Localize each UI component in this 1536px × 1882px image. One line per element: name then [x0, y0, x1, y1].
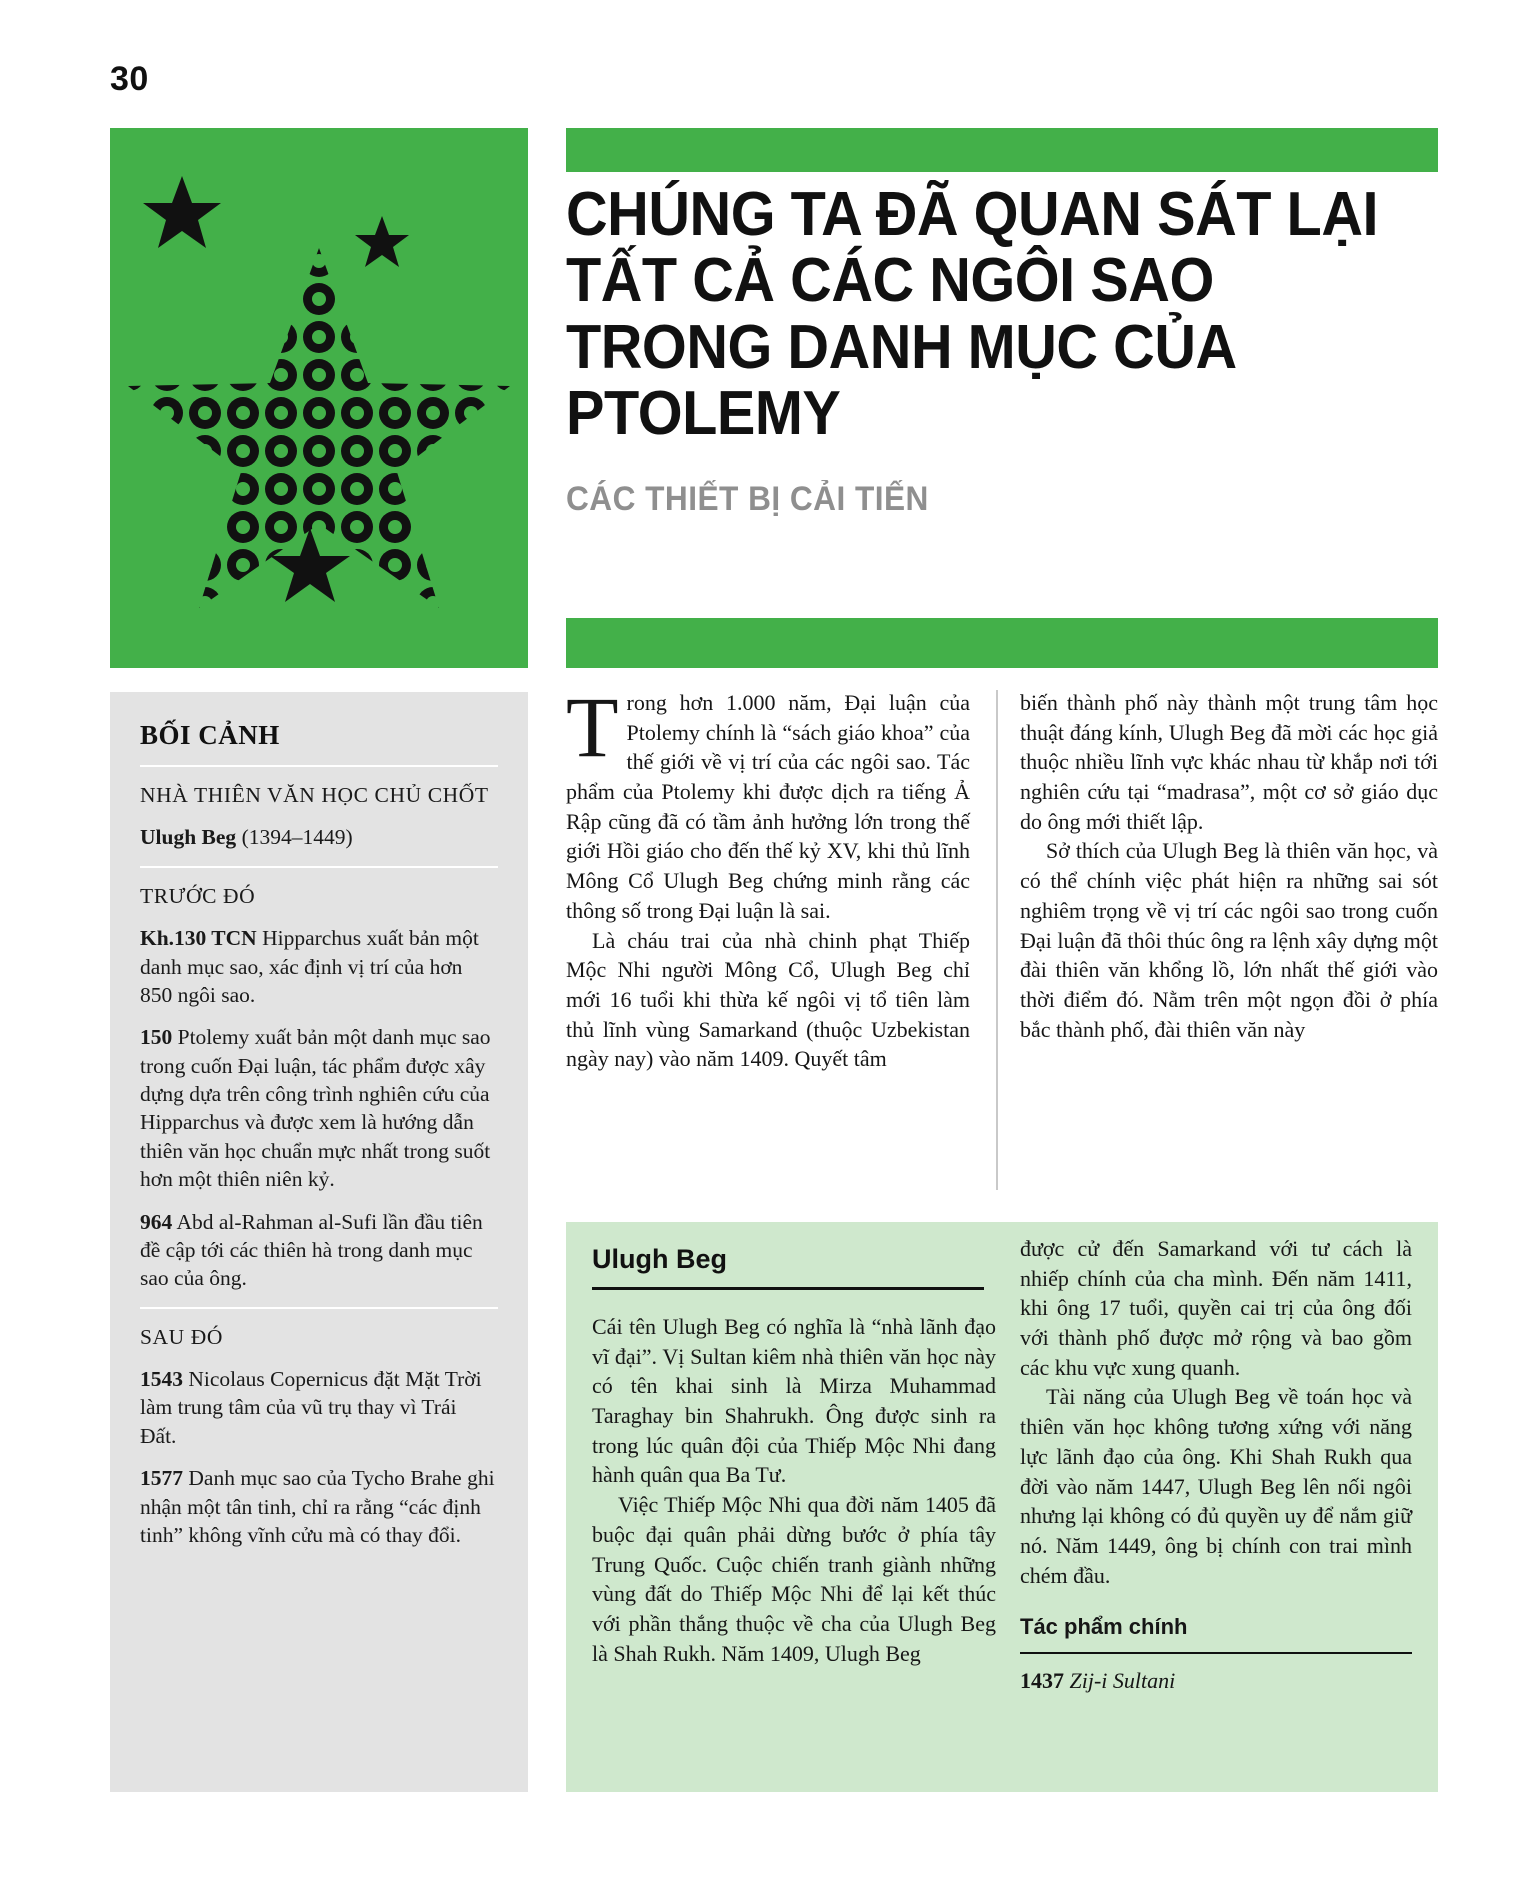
- before-label: TRƯỚC ĐÓ: [140, 883, 256, 908]
- works-year: 1437: [1020, 1667, 1064, 1693]
- sidebar-divider: [140, 1307, 498, 1309]
- page-number: 30: [110, 60, 149, 98]
- timeline-text: Ptolemy xuất bản một danh mục sao trong cuốn Đại luận, tác phẩm được xây dựng dựa trên công trình nghiên cứu của Hipparchus và được xem là hướng dẫn thiên văn học chuẩn mực nhất trong suốt hơn một thiên niên kỷ.: [140, 1025, 491, 1192]
- timeline-entry: [140, 924, 498, 1009]
- body-paragraph: Là cháu trai của nhà chinh phạt Thiếp Mộc Nhi người Mông Cổ, Ulugh Beg chỉ mới 16 tuổi khi thừa kế ngôi vị tổ tiên làm thủ lĩnh vùng Samarkand (thuộc Uzbekistan ngày nay) vào năm 1409. Quyết tâm: [566, 927, 970, 1072]
- page-subtitle: CÁC THIẾT BỊ CẢI TIẾN: [566, 480, 929, 518]
- timeline-year: Kh.130 TCN: [140, 926, 257, 951]
- biography-paragraph: Tài năng của Ulugh Beg về toán học và thiên văn học không tương xứng với năng lực lãnh đạo của ông. Khi Shah Rukh qua đời vào năm 1447, Ulugh Beg lên nối ngôi nhưng lại không có đủ quyền uy để nắm giữ nó. Năm 1449, ông bị chính con trai mình chém đầu.: [1020, 1384, 1412, 1588]
- key-astronomer-dates: (1394–1449): [241, 825, 353, 850]
- sidebar-title: BỐI CẢNH: [140, 720, 280, 750]
- biography-title: Ulugh Beg: [592, 1244, 727, 1274]
- timeline-entry: [140, 1208, 498, 1293]
- body-column-right: [1020, 688, 1438, 1044]
- timeline-entry: [140, 1023, 498, 1193]
- sidebar-divider: [140, 765, 498, 767]
- timeline-year: 150: [140, 1025, 173, 1050]
- biography-column-left: [592, 1312, 996, 1668]
- biography-paragraph: Việc Thiếp Mộc Nhi qua đời năm 1405 đã buộc đại quân phải dừng bước ở phía tây Trung Quốc. Cuộc chiến tranh giành những vùng đất do Thiếp Mộc Nhi để lại kết thúc với phần thắng thuộc về cha của Ulugh Beg là Shah Rukh. Năm 1409, Ulugh Beg: [592, 1492, 996, 1666]
- context-sidebar: [110, 692, 528, 1792]
- dotted-star-illustration: [110, 128, 528, 668]
- column-divider: [996, 690, 998, 1190]
- works-item: [1020, 1666, 1412, 1696]
- key-astronomer-name: Ulugh Beg: [140, 825, 237, 850]
- biography-paragraph: Cái tên Ulugh Beg có nghĩa là “nhà lãnh đạo vĩ đại”. Vị Sultan kiêm nhà thiên văn học này có tên khai sinh là Mirza Muhammad Taraghay bin Shahrukh. Ông được sinh ra trong lúc quân đội của Thiếp Mộc Nhi đang hành quân qua Ba Tư.: [592, 1314, 996, 1488]
- body-paragraph: Sở thích của Ulugh Beg là thiên văn học, và có thể chính việc phát hiện ra những sai sót nghiêm trọng về vị trí các ngôi sao trong cuốn Đại luận đã thôi thúc ông ra lệnh xây dựng một đài thiên văn khổng lồ, lớn nhất thế giới vào thời điểm đó. Nằm trên một ngọn đồi ở phía bắc thành phố, đài thiên văn này: [1020, 838, 1438, 1042]
- page-title: CHÚNG TA ĐÃ QUAN SÁT LẠI TẤT CẢ CÁC NGÔI SAO TRONG DANH MỤC CỦA PTOLEMY: [566, 180, 1379, 448]
- timeline-entry: [140, 1464, 498, 1549]
- works-title: Tác phẩm chính: [1020, 1614, 1188, 1640]
- headline-bar-bottom: [566, 618, 1438, 668]
- timeline-text: Danh mục sao của Tycho Brahe ghi nhận một tân tinh, chỉ ra rằng “các định tinh” không vĩnh cửu mà có thay đổi.: [140, 1466, 495, 1547]
- timeline-entry: [140, 1365, 498, 1450]
- timeline-year: 964: [140, 1209, 173, 1234]
- works-rule: [1020, 1652, 1412, 1654]
- biography-paragraph: được cử đến Samarkand với tư cách là nhiếp chính của cha mình. Đến năm 1411, khi ông 17 tuổi, quyền cai trị của ông đối với thành phố được mở rộng và bao gồm các khu vực xung quanh.: [1020, 1236, 1412, 1380]
- biography-box: [566, 1222, 1438, 1792]
- timeline-text: Hipparchus xuất bản một danh mục sao, xác định vị trí của hơn 850 ngôi sao.: [140, 926, 479, 1007]
- after-label: SAU ĐÓ: [140, 1324, 224, 1349]
- timeline-text: Nicolaus Copernicus đặt Mặt Trời làm trung tâm của vũ trụ thay vì Trái Đất.: [140, 1367, 482, 1448]
- key-astronomer-entry: [140, 823, 498, 851]
- timeline-year: 1577: [140, 1466, 183, 1491]
- biography-column-right: [1020, 1234, 1412, 1696]
- sidebar-divider: [140, 866, 498, 868]
- body-paragraph: biến thành phố này thành một trung tâm học thuật đáng kính, Ulugh Beg đã mời các học giả thuộc nhiều lĩnh vực khác nhau từ khắp nơi tới nghiên cứu tại “madrasa”, một cơ sở giáo dục do ông mới thiết lập.: [1020, 690, 1438, 834]
- biography-rule: [592, 1287, 984, 1290]
- key-astronomer-label: NHÀ THIÊN VĂN HỌC CHỦ CHỐT: [140, 783, 489, 807]
- timeline-text: Abd al-Rahman al-Sufi lần đầu tiên đề cập tới các thiên hà trong danh mục sao của ông.: [140, 1209, 483, 1291]
- headline-bar-top: [566, 128, 1438, 172]
- body-paragraph: Trong hơn 1.000 năm, Đại luận của Ptolemy chính là “sách giáo khoa” của thế giới về vị trí của các ngôi sao. Tác phẩm của Ptolemy khi được dịch ra tiếng Ả Rập cũng đã có tầm ảnh hưởng lớn trong thế giới Hồi giáo cho đến thế kỷ XV, khi thủ lĩnh Mông Cổ Ulugh Beg chứng minh rằng các thông số trong Đại luận là sai.: [566, 679, 970, 923]
- works-name: Zij-i Sultani: [1069, 1667, 1176, 1693]
- hero-illustration: [110, 128, 528, 668]
- timeline-year: 1543: [140, 1367, 183, 1391]
- body-column-left: [566, 679, 970, 1074]
